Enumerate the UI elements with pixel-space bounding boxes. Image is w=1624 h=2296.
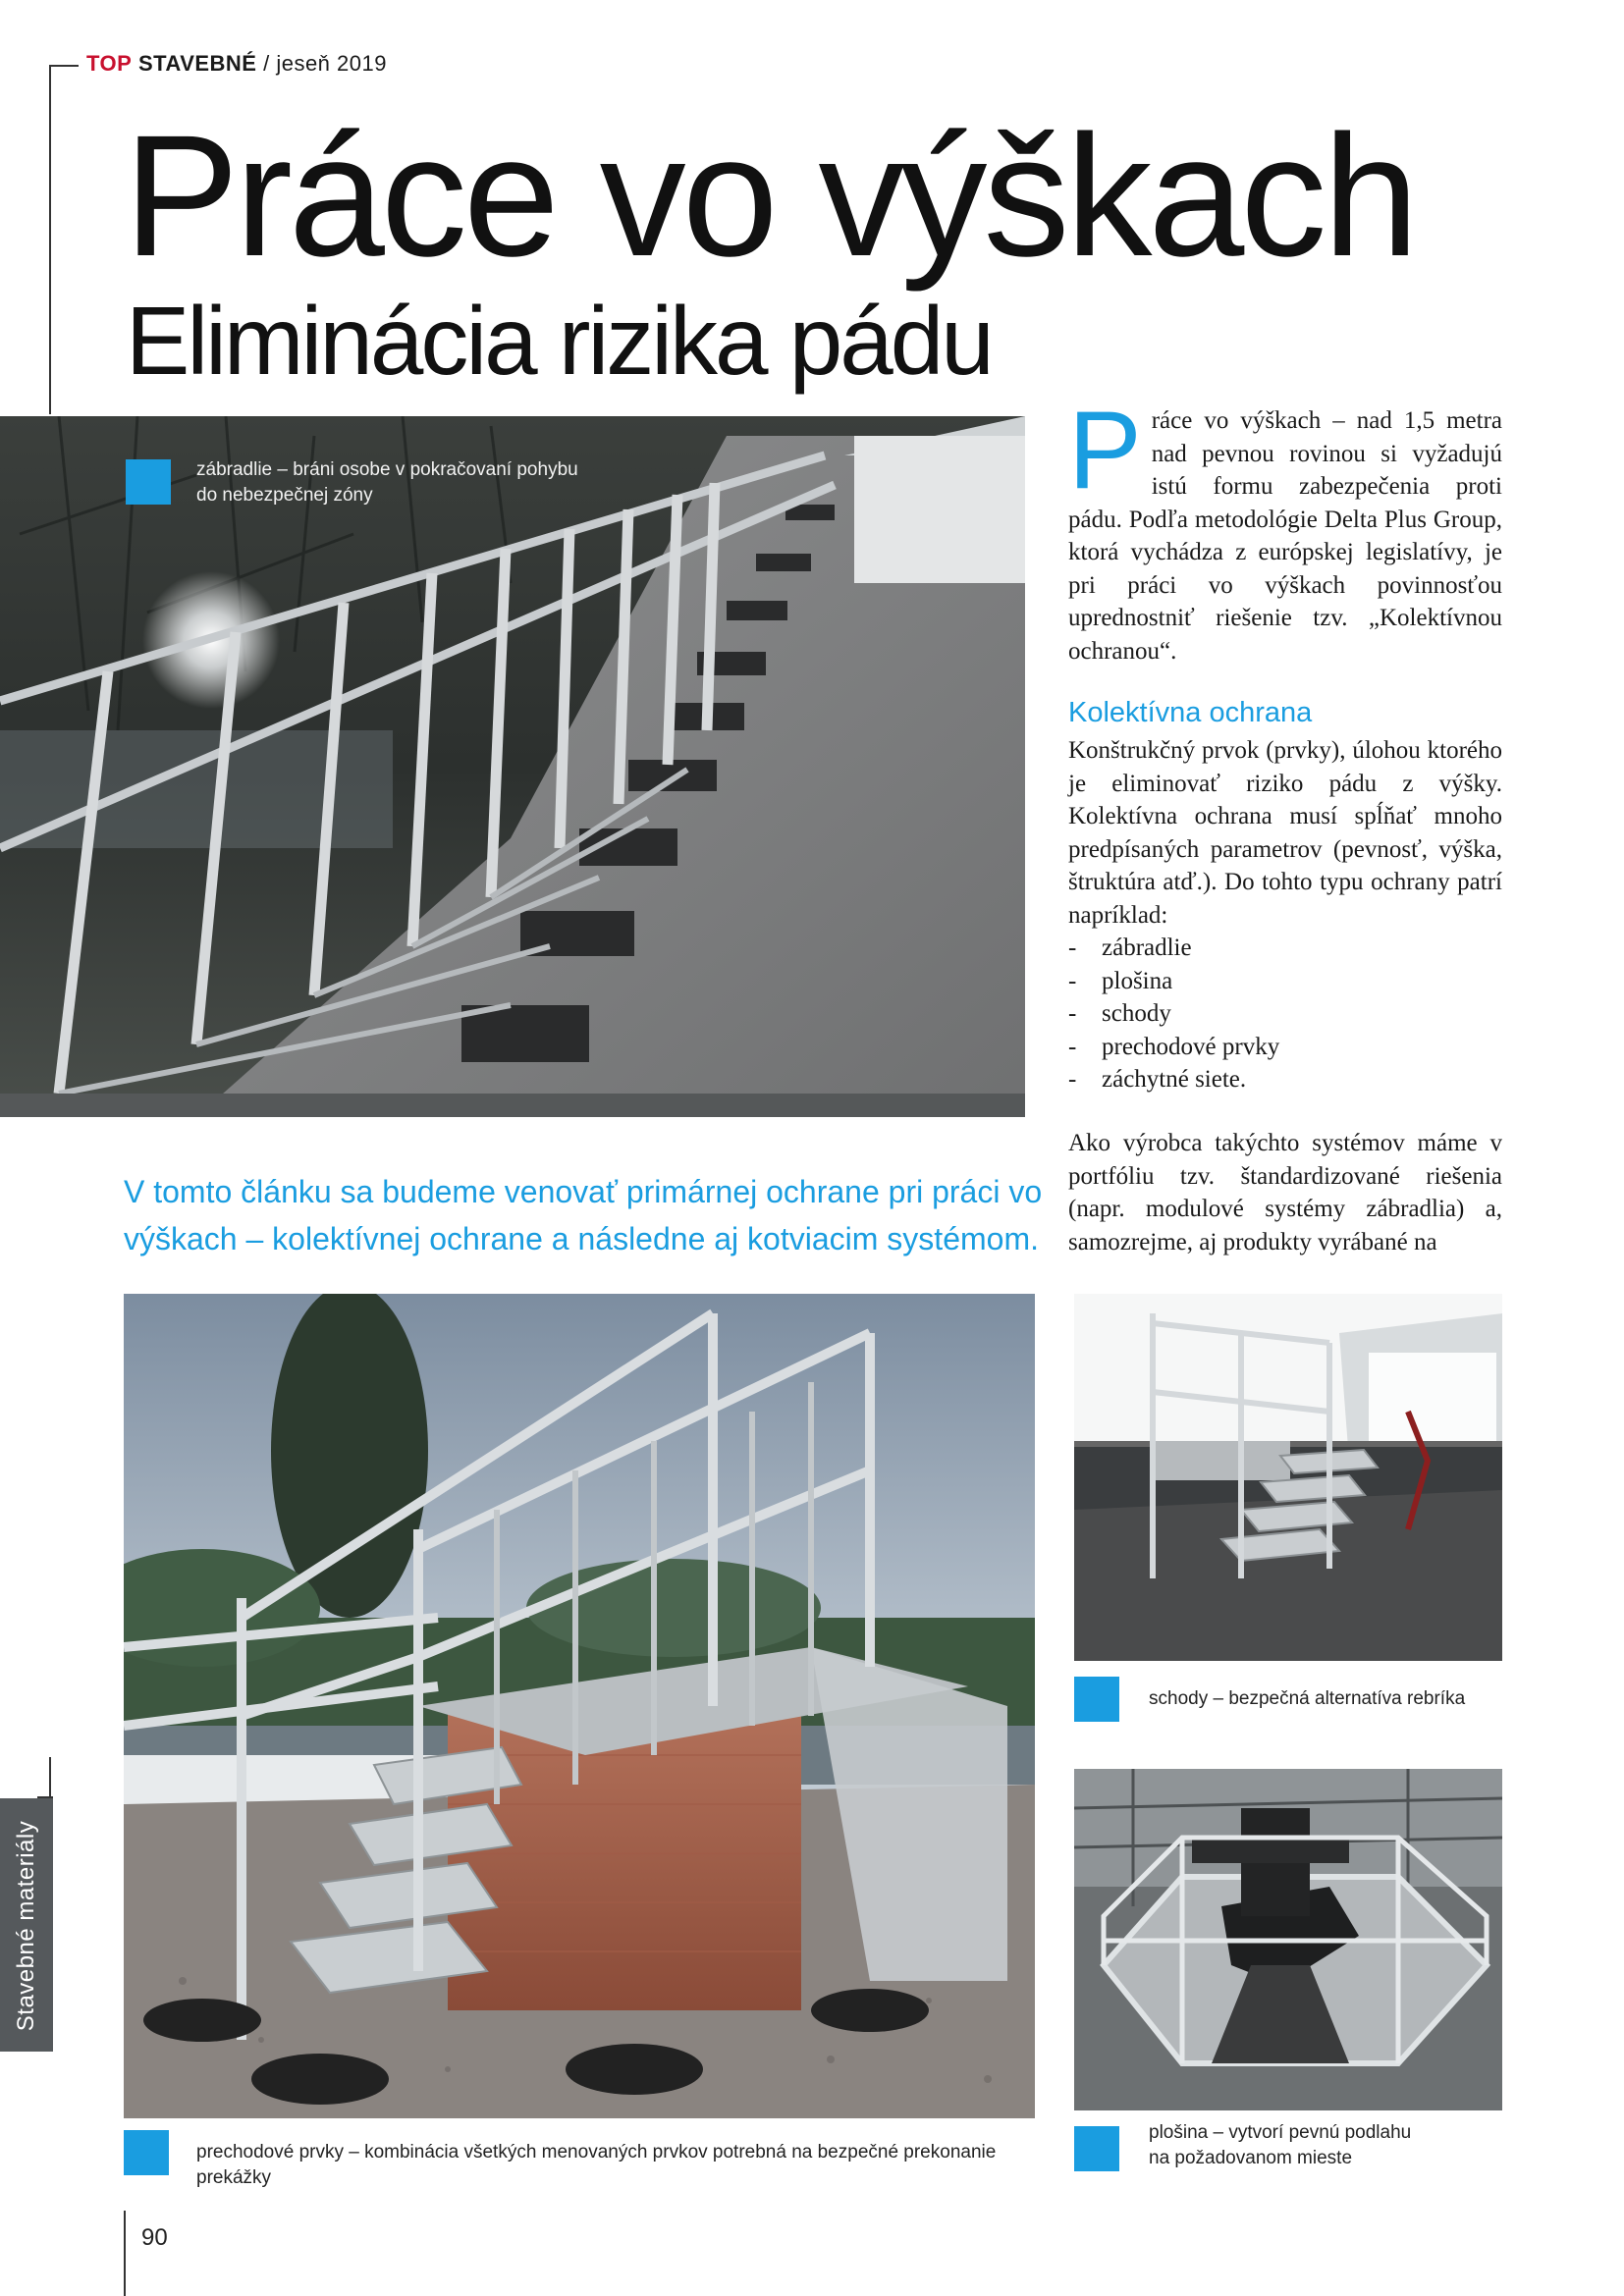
stairs-caption-marker [1074,1677,1119,1722]
brand-name: STAVEBNÉ [137,51,257,76]
platform-caption-line-2: na požadovanom mieste [1149,2148,1353,2168]
list-item: - prechodové prvky [1068,1031,1502,1064]
platform-caption [1149,2120,1411,2171]
intro-paragraph [1068,389,1502,667]
section-body [1068,734,1502,1096]
platform-caption-line-1: plošina – vytvorí pevnú podlahu [1149,2122,1412,2143]
header-rule [49,65,79,67]
manufacturer-paragraph: Ako výrobca takýchto systémov máme v portfóliu tzv. štandardizované riešenia (napr. modulové systémy zábradlia) a, samozrejme, aj produkty vyrábané na [1068,1130,1502,1255]
section-heading: Kolektívna ochrana [1068,697,1313,728]
list-item: - zábradlie [1068,932,1502,965]
drop-cap: P [1068,389,1142,511]
page-number: 90 [141,2224,168,2251]
list-item: - plošina [1068,965,1502,998]
running-header [86,51,387,77]
railing-photo [0,416,1025,1117]
list-item: - záchytné siete. [1068,1063,1502,1096]
article-subtitle: Eliminácia rizika pádu [126,287,992,395]
page-number-rule [124,2211,126,2296]
crossover-caption: prechodové prvky – kombinácia všetkých menovaných prvkov potrebná na bezpečné prekonanie prekážky [196,2142,997,2188]
article-title: Práce vo výškach [124,100,1416,293]
railing-caption [196,457,578,508]
railing-caption-marker [126,459,171,505]
protection-list [1068,932,1502,1096]
platform-photo [1074,1769,1502,2110]
lead-paragraph: V tomto článku sa budeme venovať primárnej ochrane pri práci vo výškach – kolektívnej ochrane a následne aj kotviacim systémom. [124,1174,1043,1256]
left-margin-rule-top [49,65,51,414]
crossover-caption-marker [124,2130,169,2175]
issue-label: jeseň 2019 [276,51,387,76]
section-side-label: Stavebné materiály [13,1820,39,2032]
brand-top: TOP [86,51,133,76]
stairs-caption: schody – bezpečná alternatíva rebríka [1149,1688,1466,1709]
railing-caption-line-1: zábradlie – bráni osobe v pokračovaní pohybu [196,459,578,480]
intro-text: ráce vo výškach – nad 1,5 metra nad pevnou rovinou si vyžadujú istú formu zabezpečenia proti pádu. Podľa metodológie Delta Plus Group, ktorá vychádza z európskej legislatívy, je pri práci vo výškach povinnosťou uprednostniť riešenie tzv. „Kolektívnou ochranou“. [1068,407,1502,665]
crossover-photo [124,1294,1035,2118]
header-separator: / [256,51,277,76]
left-margin-rule-bottom [49,1757,51,1798]
railing-caption-line-2: do nebezpečnej zóny [196,485,373,506]
section-text: Konštrukčný prvok (prvky), úlohou ktorého je eliminovať riziko pádu z výšky. Kolektívna ochrana musí spĺňať mnoho predpísaných parametrov (pevnosť, výška, štruktúra atď.). Do tohto typu ochrany patrí napríklad: [1068,737,1502,929]
stairs-photo [1074,1294,1502,1661]
list-item: - schody [1068,997,1502,1031]
platform-caption-marker [1074,2126,1119,2171]
